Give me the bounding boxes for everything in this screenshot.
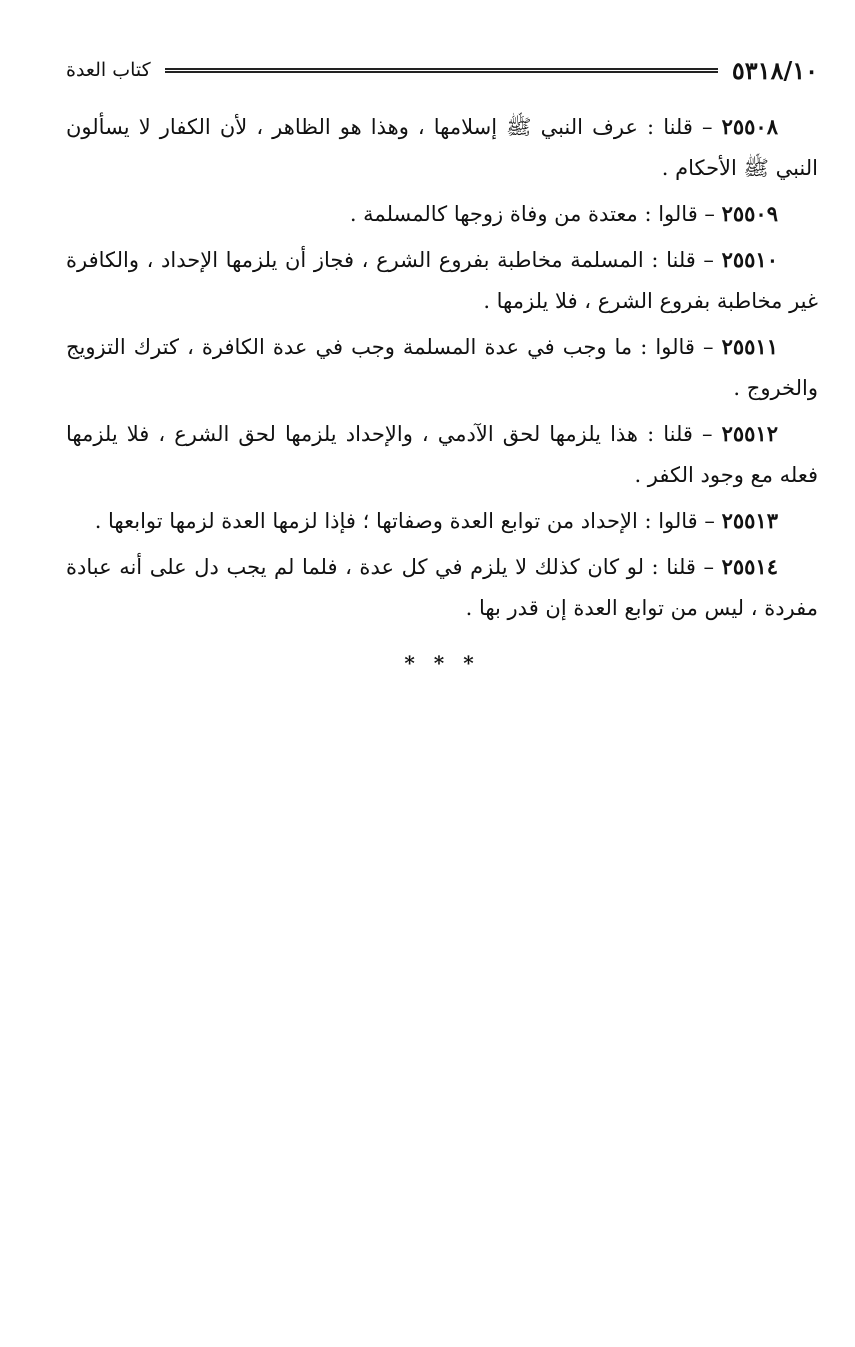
- paragraph-number: ٢٥٥١٣: [721, 508, 778, 533]
- paragraph-25511: [66, 326, 818, 409]
- paragraph-number: ٢٥٥١٠: [721, 247, 778, 272]
- paragraph-text: – قالوا : الإحداد من توابع العدة وصفاتها ؛ فإذا لزمها العدة لزمها توابعها .: [94, 509, 715, 533]
- paragraph-number: ٢٥٥١١: [721, 334, 778, 359]
- paragraph-text: – قلنا : المسلمة مخاطبة بفروع الشرع ، فجاز أن يلزمها الإحداد ، والكافرة غير مخاطبة بفروع الشرع ، فلا يلزمها .: [66, 248, 818, 313]
- body-text: [66, 106, 818, 684]
- paragraph-25508: [66, 106, 818, 189]
- book-title: كتاب العدة: [66, 59, 151, 81]
- paragraph-text: – قلنا : هذا يلزمها لحق الآدمي ، والإحداد يلزمها لحق الشرع ، فلا يلزمها فعله مع وجود الكفر .: [66, 422, 818, 487]
- section-separator: * * *: [404, 651, 480, 675]
- paragraph-number: ٢٥٥٠٩: [721, 201, 778, 226]
- paragraph-text: – قالوا : معتدة من وفاة زوجها كالمسلمة .: [349, 202, 715, 226]
- paragraph-25513: [66, 500, 818, 542]
- paragraph-25510: [66, 239, 818, 322]
- paragraph-25514: [66, 546, 818, 629]
- paragraph-text: – قلنا : لو كان كذلك لا يلزم في كل عدة ، فلما لم يجب دل على أنه عبادة مفردة ، ليس من توابع العدة إن قدر بها .: [66, 555, 818, 620]
- page-reference: ٥٣١٨/١٠: [731, 55, 818, 85]
- paragraph-25512: [66, 413, 818, 496]
- paragraph-number: ٢٥٥١٢: [721, 421, 778, 446]
- paragraph-25509: [66, 193, 818, 235]
- paragraph-text: – قالوا : ما وجب في عدة المسلمة وجب في عدة الكافرة ، كترك التزويج والخروج .: [66, 335, 818, 400]
- header-rule: [165, 68, 718, 73]
- paragraph-number: ٢٥٥١٤: [721, 554, 778, 579]
- paragraph-number: ٢٥٥٠٨: [721, 114, 778, 139]
- page-header: [66, 52, 818, 88]
- paragraph-text: – قلنا : عرف النبي ﷺ إسلامها ، وهذا هو الظاهر ، لأن الكفار لا يسألون النبي ﷺ الأحكام .: [66, 115, 818, 180]
